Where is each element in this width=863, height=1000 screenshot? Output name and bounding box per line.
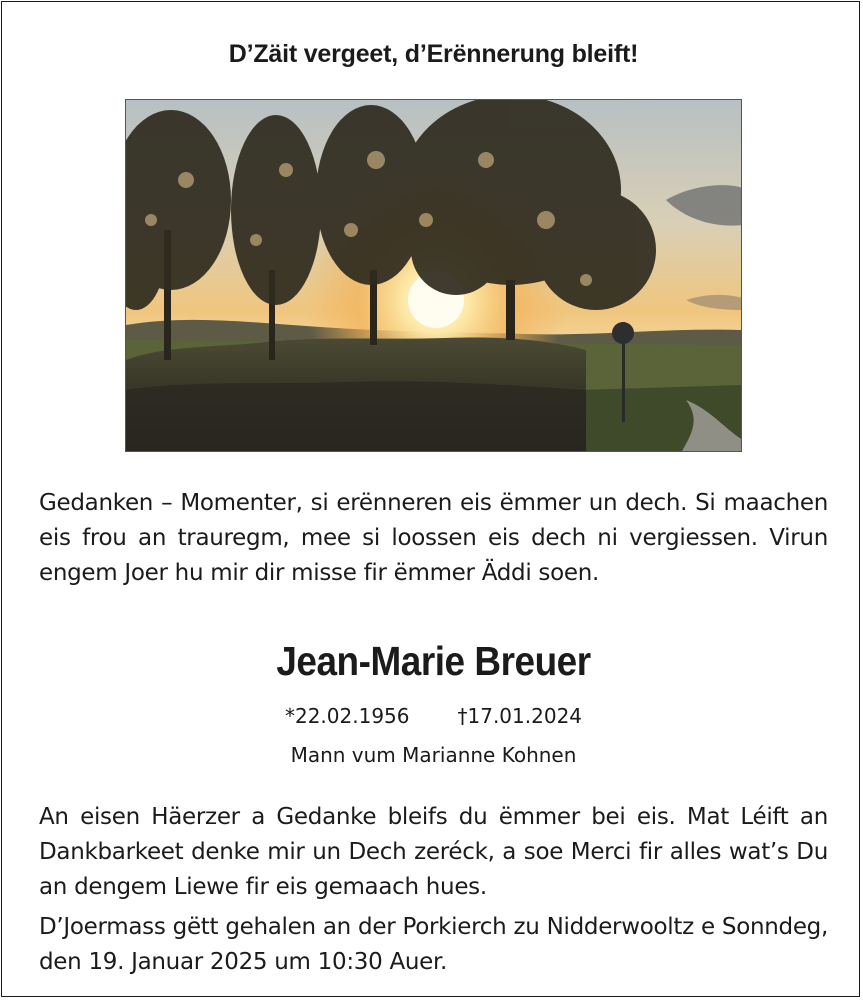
birth-date: *22.02.1956	[284, 704, 410, 728]
headline: D’Zäit vergeet, d’Erënnerung bleift!	[228, 40, 639, 68]
message-paragraph: An eisen Häerzer a Gedanke bleifs du ëmmer bei eis. Mat Léift an Dankbarkeet denke mir un Dech zeréck, a soe Merci fir alles wat’s Du an dengem Liewe fir eis gemaach hues.	[39, 804, 828, 900]
death-date: †17.01.2024	[457, 704, 583, 728]
memorial-mass-paragraph: D’Joermass gëtt gehalen an der Porkierch zu Nidderwooltz e Sonndeg, den 19. Januar 2025 um 10:30 Auer.	[39, 914, 828, 975]
deceased-name: Jean-Marie Breuer	[276, 638, 591, 684]
sunset-photo	[125, 99, 742, 452]
sunset-trees-photo-icon	[126, 100, 742, 452]
relation-line: Mann vum Marianne Kohnen	[290, 743, 577, 767]
intro-paragraph: Gedanken – Momenter, si erënneren eis ëmmer un dech. Si maachen eis frou an trauregm, mee si loossen eis dech ni vergiessen. Virun engem Joer hu mir dir misse fir ëmmer Äddi soen.	[39, 490, 828, 586]
obituary-frame	[1, 1, 860, 997]
life-dates	[2, 704, 863, 728]
